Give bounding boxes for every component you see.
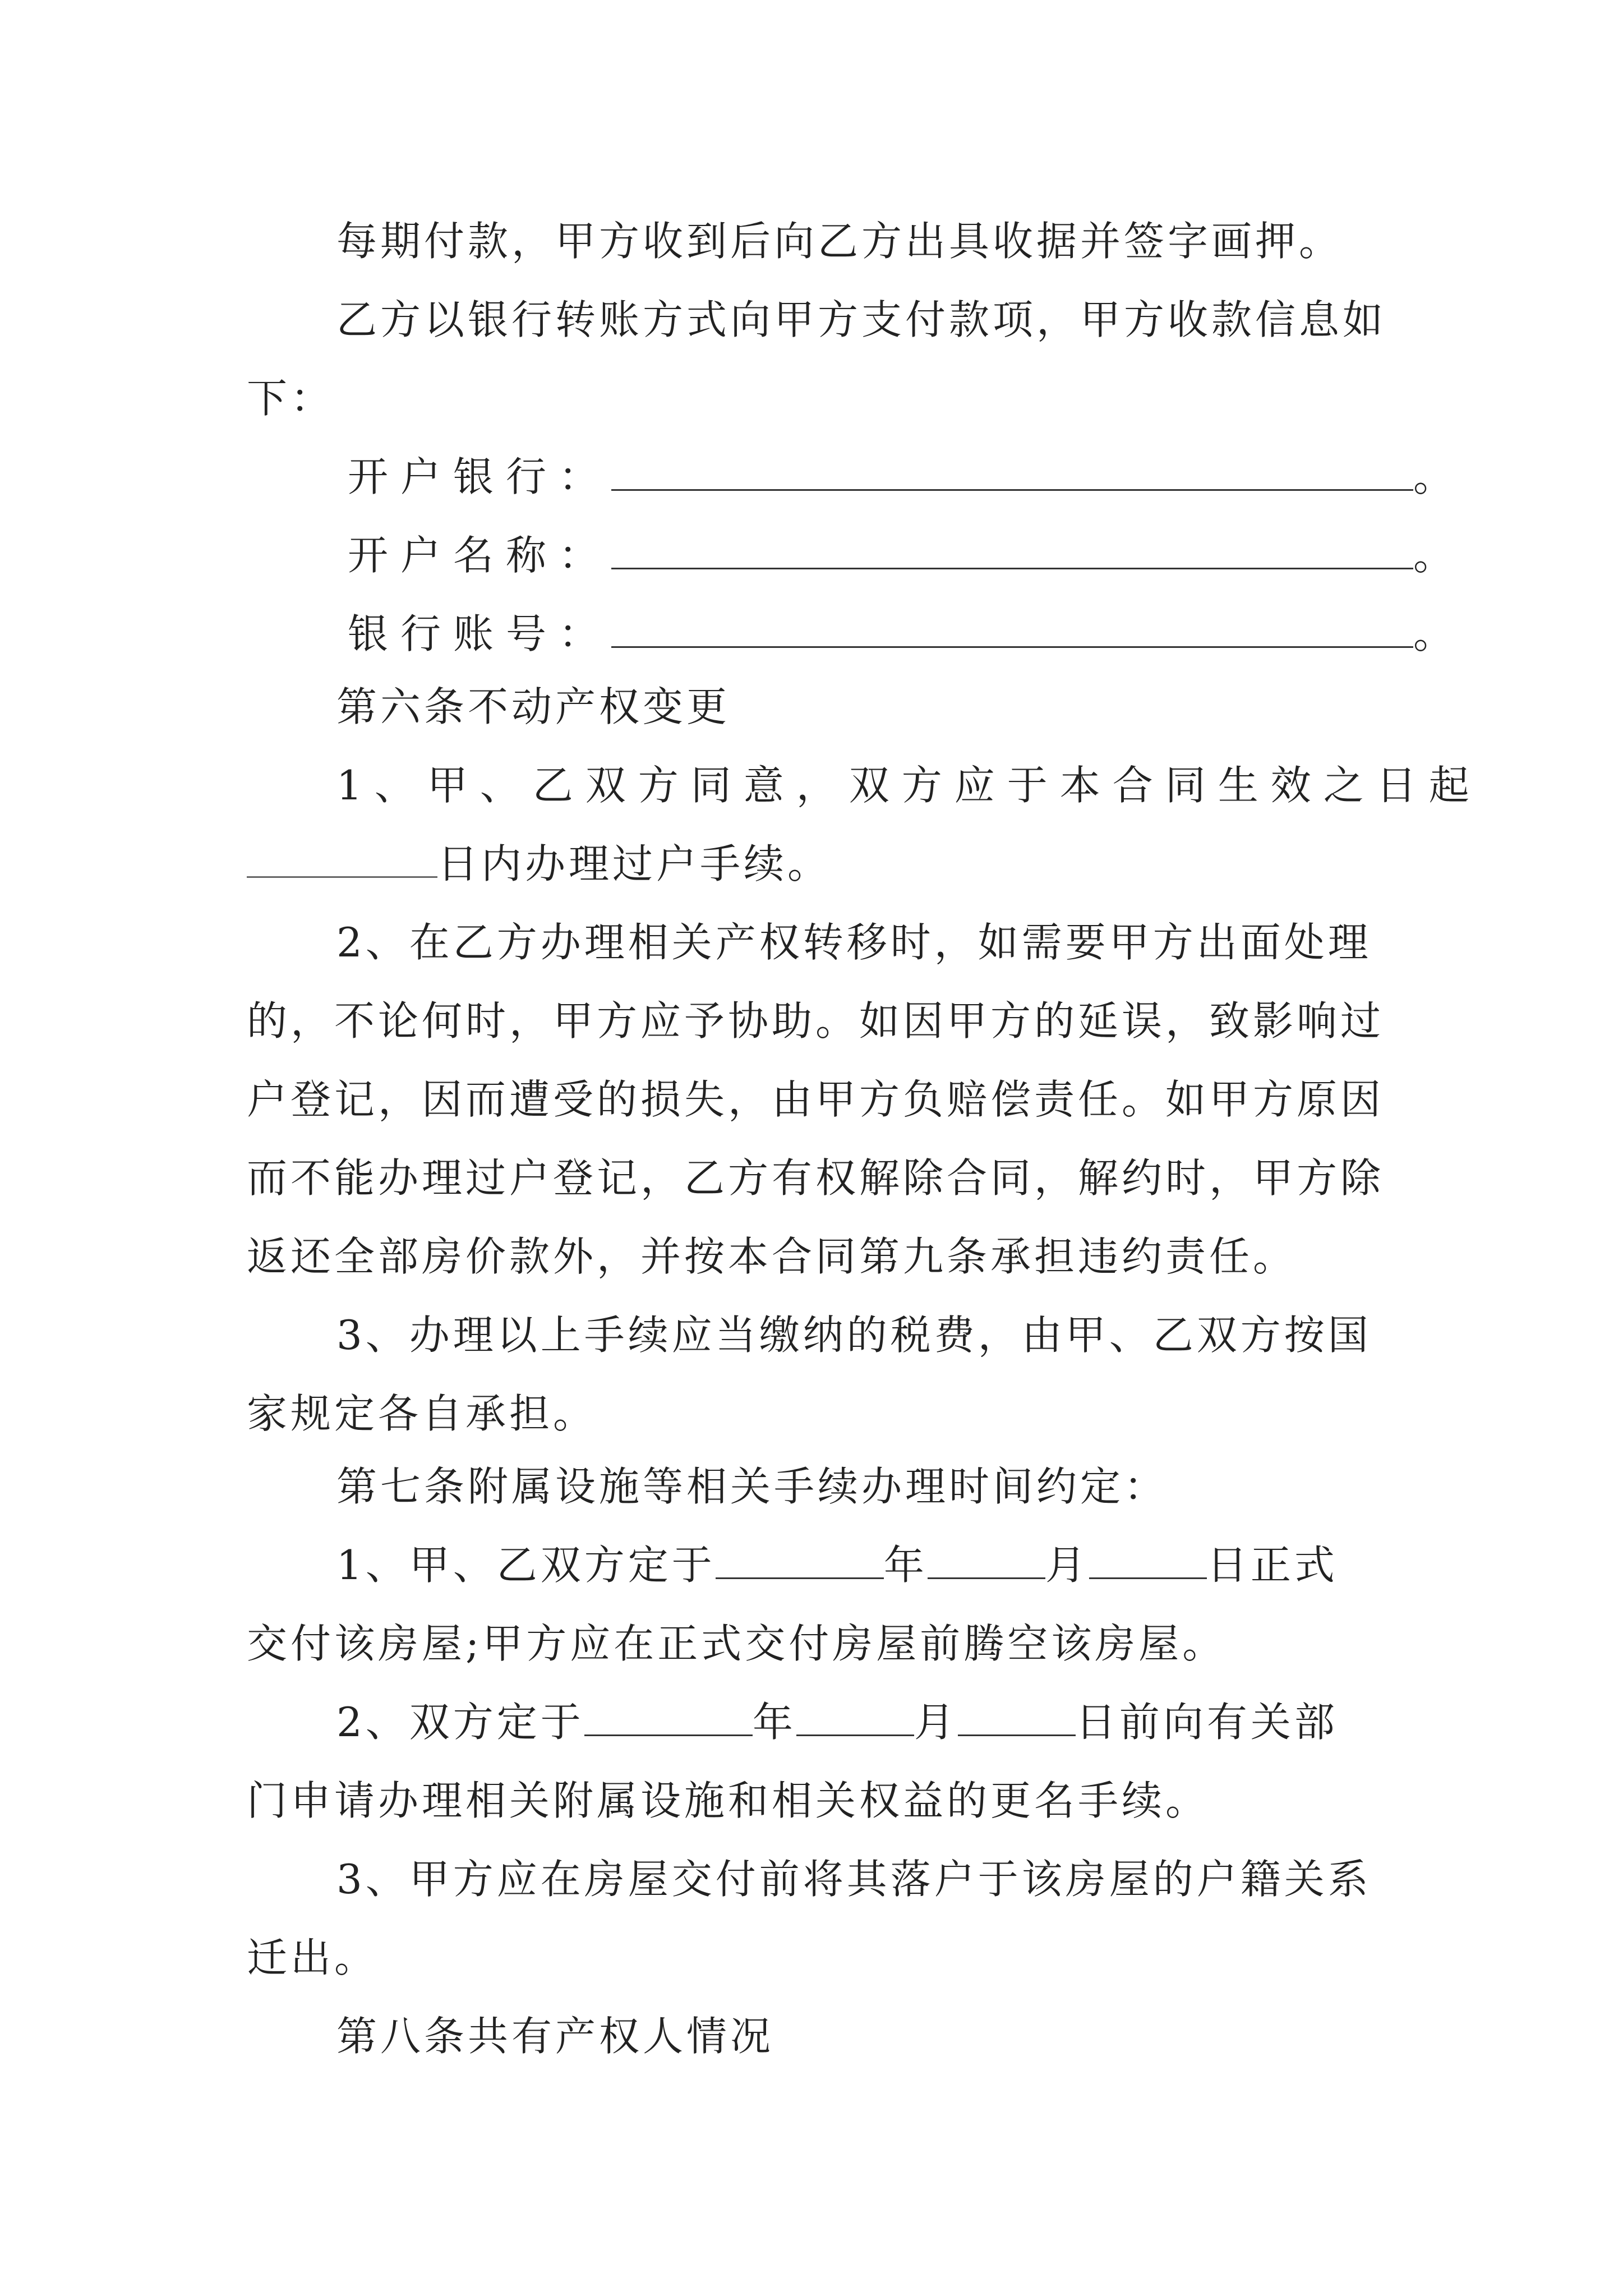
blank-bank-name — [611, 452, 1413, 491]
article-7-clause-1-end: 日正式 — [1206, 1542, 1338, 1589]
article-7-clause-1-text: 1、甲、乙双方定于 — [336, 1542, 716, 1589]
article-6-clause-2-line-3: 户登记，因而遭受的损失，由甲方负赔偿责任。如甲方原因 — [247, 1076, 1385, 1123]
field-account-name-label: 开户名称： — [348, 532, 612, 579]
article-6-clause-2-line-2: 的，不论何时，甲方应予协助。如因甲方的延误，致影响过 — [247, 997, 1385, 1045]
field-end-mark: 。 — [1413, 453, 1467, 500]
article-6-title: 第六条不动产权变更 — [336, 683, 731, 730]
article-7-clause-2 — [336, 1694, 1338, 1750]
blank-apply-month — [796, 1697, 914, 1736]
article-6-clause-2: 2、在乙方办理相关产权转移时，如需要甲方出面处理 — [336, 919, 1372, 966]
article-7-clause-3-cont: 迁出。 — [247, 1934, 379, 1981]
article-7-clause-1-cont: 交付该房屋;甲方应在正式交付房屋前腾空该房屋。 — [247, 1620, 1227, 1667]
blank-account-name — [611, 531, 1413, 569]
paragraph-payment-receipt: 每期付款，甲方收到后向乙方出具收据并签字画押。 — [336, 218, 1343, 265]
field-account-number — [348, 606, 1466, 662]
month-label: 月 — [914, 1699, 958, 1746]
blank-transfer-days — [247, 839, 437, 878]
paragraph-bank-transfer: 乙方以银行转账方式向甲方支付款项，甲方收款信息如 — [336, 296, 1387, 343]
article-6-clause-1-text: 日内办理过户手续。 — [437, 840, 832, 887]
article-6-clause-2-line-5: 返还全部房价款外，并按本合同第九条承担违约责任。 — [247, 1233, 1297, 1280]
article-7-clause-2-text: 2、双方定于 — [336, 1699, 584, 1746]
field-account-number-label: 银行账号： — [348, 610, 612, 657]
article-6-clause-3-cont: 家规定各自承担。 — [247, 1390, 597, 1437]
article-7-clause-1 — [336, 1537, 1338, 1593]
month-label: 月 — [1045, 1542, 1089, 1589]
blank-apply-year — [584, 1697, 753, 1736]
article-6-clause-2-line-4: 而不能办理过户登记，乙方有权解除合同，解约时，甲方除 — [247, 1154, 1385, 1202]
article-6-clause-3: 3、办理以上手续应当缴纳的税费，由甲、乙双方按国 — [336, 1312, 1372, 1359]
article-8-title: 第八条共有产权人情况 — [336, 2013, 774, 2060]
article-6-clause-1-cont — [247, 836, 831, 892]
field-end-mark: 。 — [1413, 532, 1467, 579]
field-end-mark: 。 — [1413, 610, 1467, 657]
field-bank-name-label: 开户银行： — [348, 453, 612, 500]
field-account-name — [348, 527, 1466, 583]
blank-apply-day — [958, 1697, 1076, 1736]
paragraph-bank-transfer-cont: 下： — [247, 375, 335, 422]
article-7-clause-2-end: 日前向有关部 — [1075, 1699, 1338, 1746]
article-7-title: 第七条附属设施等相关手续办理时间约定： — [336, 1463, 1168, 1510]
field-bank-name — [348, 449, 1466, 505]
article-6-clause-1: 1、甲、乙双方同意，双方应于本合同生效之日起 — [336, 762, 1482, 809]
article-7-clause-3: 3、甲方应在房屋交付前将其落户于该房屋的户籍关系 — [336, 1856, 1372, 1903]
year-label: 年 — [752, 1699, 796, 1746]
year-label: 年 — [883, 1542, 928, 1589]
blank-handover-year — [716, 1540, 884, 1579]
blank-handover-day — [1089, 1540, 1207, 1579]
article-7-clause-2-cont: 门申请办理相关附属设施和相关权益的更名手续。 — [247, 1777, 1210, 1824]
blank-account-number — [611, 609, 1413, 648]
blank-handover-month — [928, 1540, 1045, 1579]
